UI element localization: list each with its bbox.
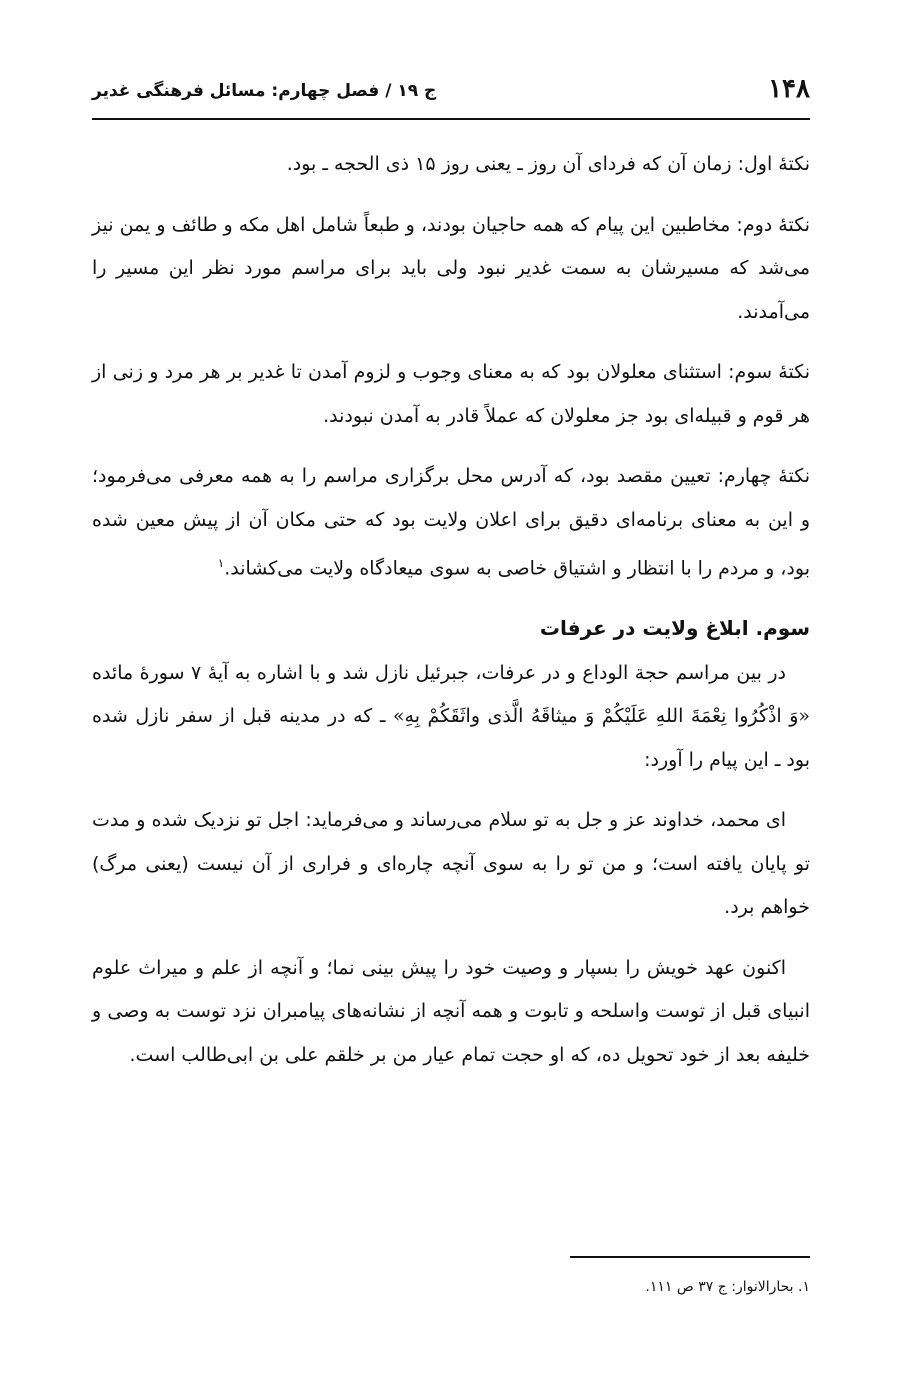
section-intro-paragraph — [92, 652, 810, 783]
note-1-paragraph: نکتۀ اول: زمان آن که فردای آن روز ـ یعنی روز ۱۵ ذی الحجه ـ بود. — [286, 153, 810, 175]
message-paragraph-2: اکنون عهد خویش را بسپار و وصیت خود را پیش بینی نما؛ و آنچه از علم و میراث علوم انبیای قبل از توست واسلحه و تابوت و همه آنچه از نشانه‌های پیامبران نزد توست به وصی و خلیفه بعد از خود تحویل ده، که او حجت تمام عیار من بر خلقم علی بن ابی‌طالب است. — [92, 956, 810, 1066]
note-2-paragraph: نکتۀ دوم: مخاطبین این پیام که همه حاجیان بودند، و طبعاً شامل اهل مکه و طائف و یمن نیز می‌شد که مسیرشان به سمت غدیر نبود ولی باید برای مراسم مورد نظر این مسیر را می‌آمدند. — [92, 213, 810, 323]
book-page — [92, 0, 810, 1390]
footnote-marker: ۱ — [217, 556, 225, 570]
intro-text-before: در بین مراسم حجة الوداع و در عرفات، جبرئیل نازل شد و با اشاره به آیۀ ۷ سورۀ مائده — [92, 661, 786, 684]
page-header — [92, 72, 810, 120]
running-title: ج ۱۹ / فصل چهارم: مسائل فرهنگی غدیر — [92, 81, 437, 101]
footnote-divider — [570, 1256, 810, 1258]
note-4-paragraph — [92, 455, 810, 591]
page-body — [92, 143, 810, 1094]
footnote: ۱. بحارالانوار: ج ۳۷ ص ۱۱۱. — [645, 1279, 810, 1295]
section-heading: سوم. ابلاغ ولایت در عرفات — [539, 615, 810, 640]
note-4-text: نکتۀ چهارم: تعیین مقصد بود، که آدرس محل برگزاری مراسم را به همه معرفی می‌فرمود؛ و این به معنای برنامه‌ای دقیق برای اعلان ولایت بود که حتی مکان آن از پیش معین شده بود، و مردم را با انتظار و اشتیاق خاصی به سوی میعادگاه ولایت می‌کشاند. — [92, 465, 810, 580]
page-number: ۱۴۸ — [768, 74, 810, 104]
note-3-paragraph: نکتۀ سوم: استثنای معلولان بود که به معنای وجوب و لزوم آمدن تا غدیر بر هر مرد و زنی از هر قوم و قبیله‌ای بود جز معلولان که عملاً قادر به آمدن نبودند. — [92, 361, 810, 427]
intro-text-after: ـ که در مدینه قبل از سفر نازل شده بود ـ این پیام را آورد: — [92, 705, 810, 771]
quran-verse: «وَ اذْكُرُوا نِعْمَةَ اللهِ عَلَيْكُمْ وَ ميثاقَهُ الَّذی واثَقَكُمْ بِهِ» — [392, 705, 810, 728]
message-paragraph-1: ای محمد، خداوند عز و جل به تو سلام می‌رساند و می‌فرماید: اجل تو نزدیک شده و مدت تو پایان یافته است؛ و من تو را به سوی آنچه چاره‌ای و فراری از آن نیست (یعنی مرگ) خواهم برد. — [92, 809, 810, 919]
